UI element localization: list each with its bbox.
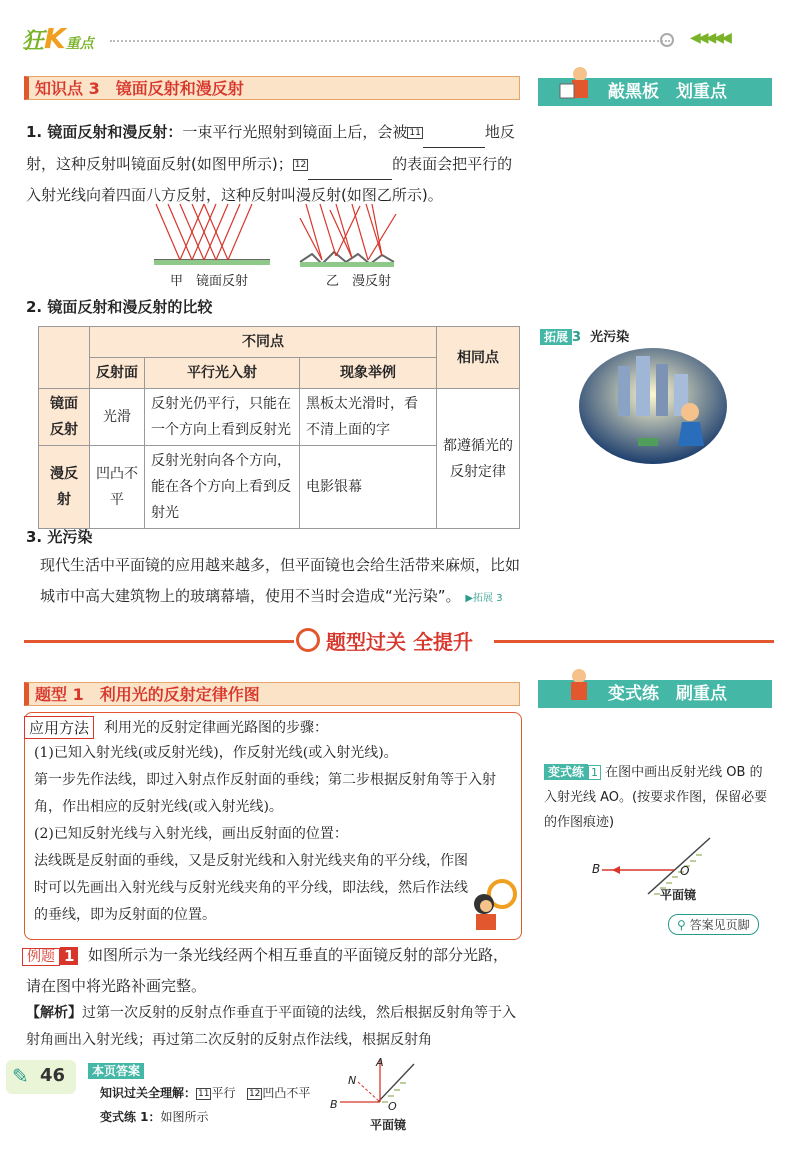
footer-num-12: 12 — [248, 1088, 261, 1099]
footer-label-a: A — [376, 1056, 384, 1069]
light-pollution-illustration — [578, 346, 728, 466]
header-arrows-icon: ◀◀◀◀◀ — [690, 30, 729, 46]
target-icon — [296, 628, 320, 652]
method-step-1: (1)已知入射光线(或反射光线)，作反射光线(或入射光线)。 — [34, 745, 398, 761]
method-step-2: (2)已知反射光线与入射光线，画出反射面的位置： — [34, 826, 348, 842]
side-title-blackboard: 敲黑板 划重点 — [538, 78, 772, 106]
diffuse-reflection-figure — [300, 204, 396, 267]
student-mascot-icon — [562, 666, 596, 706]
footer-line-1-head: 知识过关全理解： — [100, 1086, 197, 1100]
answer-see-footer-link[interactable] — [668, 914, 759, 935]
specular-reflection-figure — [154, 204, 270, 265]
row2-light: 反射光射向各个方向，能在各个方向上看到反射光 — [145, 446, 300, 529]
example-number: 1 — [60, 947, 78, 965]
paragraph-3-body — [40, 550, 522, 614]
blank-11-line — [423, 116, 485, 148]
blank-number-11: 11 — [409, 127, 421, 138]
table-header-diff: 不同点 — [90, 327, 437, 358]
page-number: 46 — [40, 1065, 66, 1086]
example-1-analysis — [26, 1000, 522, 1054]
variant-label-b: B — [592, 862, 601, 876]
row1-example: 黑板太光滑时，看不清上面的字 — [300, 389, 437, 446]
method-tag: 应用方法 — [24, 716, 94, 739]
row1-name: 镜面反射 — [39, 389, 90, 446]
row1-light: 反射光仍平行，只能在一个方向上看到反射光 — [145, 389, 300, 446]
method-intro: 利用光的反射定律画光路图的步骤： — [104, 720, 328, 736]
figure-a-caption: 甲 镜面反射 — [170, 274, 249, 289]
footer-line-2-text: 如图所示 — [160, 1110, 209, 1124]
variant-label-o: O — [680, 864, 690, 878]
variant-1-question — [544, 760, 772, 835]
table-header-light: 平行光入射 — [145, 358, 300, 389]
analysis-text: 过第一次反射的反射点作垂直于平面镜的法线，然后根据反射角等于入射角画出入射光线；再过第二次反射的反射点作法线，根据反射角 — [26, 1005, 516, 1048]
method-step-1-detail: 第一步先作法线，即过入射点作反射面的垂线；第二步根据反射角等于入射角，作出相应的反射光线(或入射光线)。 — [34, 772, 496, 815]
table-header-example: 现象举例 — [300, 358, 437, 389]
banner-line-left — [24, 640, 294, 643]
footer-answer-tag — [88, 1062, 144, 1079]
extension-3-link[interactable]: ▶拓展 3 — [465, 593, 503, 604]
section-title-type-1: 题型 1 利用光的反射定律作图 — [24, 682, 520, 706]
comparison-table — [38, 326, 520, 529]
logo-suffix: 重点 — [65, 36, 94, 52]
example-tag: 例题 — [22, 948, 60, 966]
row2-name: 漫反射 — [39, 446, 90, 529]
footer-mirror-label: 平面镜 — [370, 1118, 407, 1132]
example-1-text: 如图所示为一条光线经两个相互垂直的平面镜反射的部分光路，请在图中将光路补画完整。 — [26, 946, 509, 995]
method-step-2-detail: 法线既是反射面的垂线，又是反射光线和入射光线夹角的平分线，作图时可以先画出入射光线与反射光线夹角的平分线，即法线，然后作法线的垂线，即为反射面的位置。 — [34, 853, 468, 923]
detective-mascot-icon — [466, 874, 518, 934]
table-row — [39, 389, 520, 446]
paragraph-1-text-c: 的表面会把平行的入射光线向着四面八方反射，这种反射叫漫反射(如图乙所示)。 — [26, 155, 513, 204]
footer-answer-11: 平行 — [211, 1086, 236, 1100]
paragraph-3-heading: 3. 光污染 — [26, 528, 93, 546]
side-title-variant-practice: 变式练 刷重点 — [538, 680, 772, 708]
analysis-tag: 【解析】 — [26, 1005, 82, 1021]
logo-prefix: 狂 — [22, 29, 45, 54]
row2-example: 电影银幕 — [300, 446, 437, 529]
footer-answer-12: 凹凸不平 — [262, 1086, 311, 1100]
variant-text: 在图中画出反射光线 OB 的入射光线 AO。(按要求作图，保留必要的作图痕迹) — [544, 765, 768, 830]
footer-answer-line-1 — [100, 1084, 310, 1101]
header-dotted-rule — [110, 40, 670, 42]
table-header-same: 相同点 — [437, 327, 520, 389]
method-steps — [34, 740, 514, 929]
footer-label-o: O — [388, 1100, 397, 1113]
figure-b-caption: 乙 漫反射 — [326, 274, 392, 289]
extension-title: 光污染 — [590, 330, 630, 345]
pencil-icon: ✎ — [12, 1064, 29, 1088]
banner-title: 题型过关 全提升 — [326, 630, 473, 654]
header-circle-ornament — [660, 33, 674, 47]
extension-number: 3 — [572, 330, 582, 345]
table-header-surface: 反射面 — [90, 358, 145, 389]
page-number-badge — [6, 1060, 76, 1094]
paragraph-1-text-a: 一束平行光照射到镜面上后，会被 — [182, 123, 408, 141]
teacher-mascot-icon — [558, 64, 598, 104]
row2-surface: 凹凸不平 — [90, 446, 145, 529]
brand-logo — [22, 22, 94, 55]
paragraph-2-heading: 2. 镜面反射和漫反射的比较 — [26, 298, 213, 316]
answer-link-text: 答案见页脚 — [689, 918, 750, 932]
paragraph-3-text: 现代生活中平面镜的应用越来越多，但平面镜也会给生活带来麻烦，比如城市中高大建筑物上的玻璃幕墙，使用不当时会造成“光污染”。 — [40, 556, 521, 605]
variant-number: 1 — [588, 765, 601, 780]
variant-mirror-label: 平面镜 — [660, 888, 697, 902]
table-corner-cell — [39, 327, 90, 389]
banner-line-right — [494, 640, 774, 643]
paragraph-1-text-b: 地反射，这种反射叫镜面反射(如图甲所示)； — [26, 123, 515, 173]
section-title-knowledge-3: 知识点 3 镜面反射和漫反射 — [24, 76, 520, 100]
footer-line-2-head: 变式练 1： — [100, 1110, 161, 1124]
variant-diagram — [590, 836, 720, 906]
paragraph-definition — [26, 116, 522, 211]
same-cell: 都遵循光的反射定律 — [437, 389, 520, 529]
pin-icon: ⚲ — [677, 918, 686, 932]
paragraph-1-heading: 1. 镜面反射和漫反射： — [26, 123, 183, 141]
row1-surface: 光滑 — [90, 389, 145, 446]
blank-12-line — [308, 148, 392, 180]
extension-3-heading — [540, 326, 629, 345]
footer-label-b: B — [330, 1098, 338, 1111]
variant-tag: 变式练 — [544, 764, 588, 780]
extension-tag: 拓展 — [540, 329, 572, 345]
footer-num-11: 11 — [198, 1088, 210, 1099]
footer-label-n: N — [348, 1074, 357, 1087]
blank-number-12: 12 — [294, 159, 307, 170]
logo-k: K — [44, 22, 66, 55]
footer-answer-line-2 — [100, 1108, 209, 1125]
footer-tag: 本页答案 — [88, 1063, 144, 1079]
